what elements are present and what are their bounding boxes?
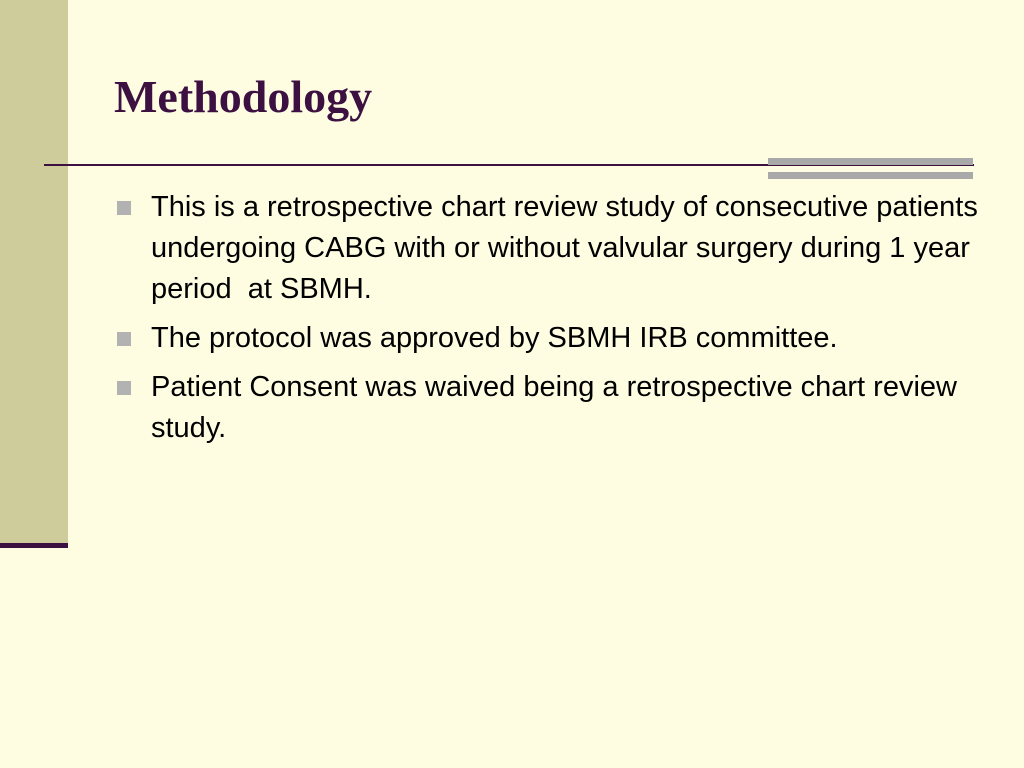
bullet-text: The protocol was approved by SBMH IRB committee. [151,322,838,354]
bullet-text: This is a retrospective chart review study of consecutive patients undergoing CABG with or without valvular surgery during 1 year period at SBMH. [151,191,986,305]
left-sidebar-accent-line [0,543,68,548]
title-accent-bar-top [768,158,973,165]
bullet-text: Patient Consent was waived being a retrospective chart review study. [151,371,966,444]
bullet-item [114,187,984,310]
square-bullet-icon [117,201,131,215]
bullet-list [114,187,984,457]
left-sidebar-band [0,0,68,545]
square-bullet-icon [117,381,131,395]
bullet-item [114,318,984,359]
bullet-item [114,367,984,449]
title-accent-bar-bottom [768,172,973,179]
slide-title: Methodology [114,71,373,122]
square-bullet-icon [117,332,131,346]
